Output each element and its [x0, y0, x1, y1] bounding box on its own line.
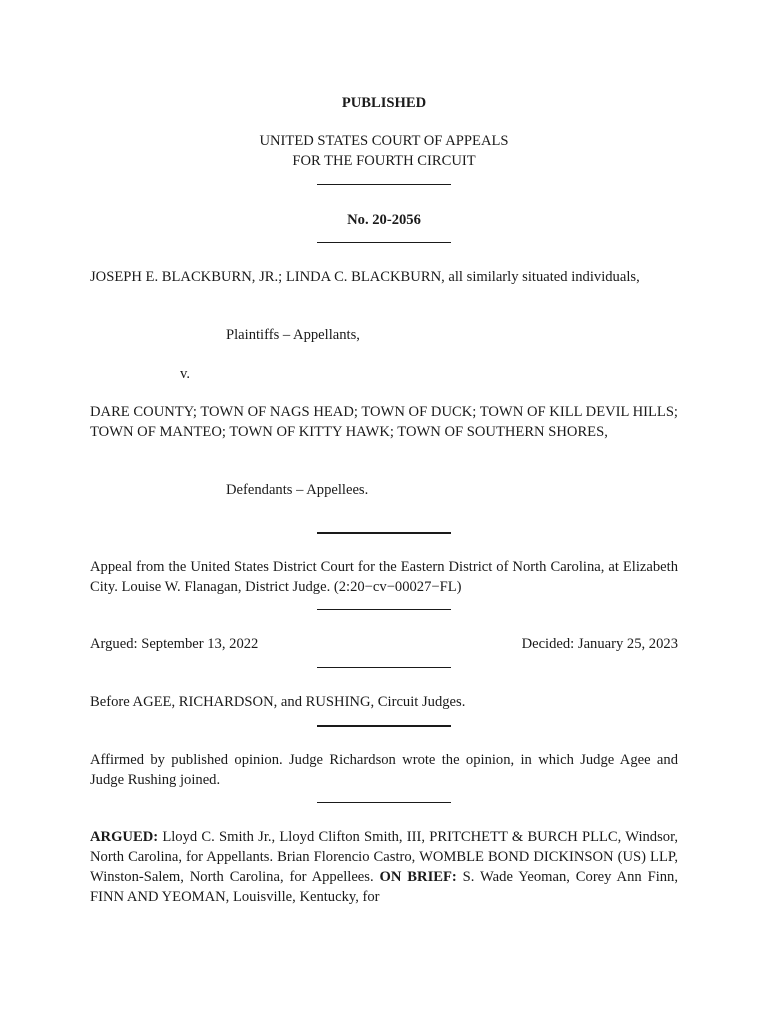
court-name-line1: UNITED STATES COURT OF APPEALS [259, 133, 509, 149]
defendants-role: Defendants – Appellees. [226, 482, 369, 498]
disposition: Affirmed by published opinion. Judge Richardson wrote the opinion, in which Judge Agee and Judge Rushing joined. [90, 752, 678, 788]
argued-counsel: Lloyd C. Smith Jr., Lloyd Clifton Smith, III, PRITCHETT & BURCH PLLC, Windsor, North Carolina, for Appellants. Brian Florencio Castro, WOMBLE BOND DICKINSON (US) LLP, Winston-Salem, North Carolina, for Appellees. [90, 829, 678, 885]
divider [317, 242, 451, 243]
publication-status: PUBLISHED [341, 95, 427, 111]
argued-date: Argued: September 13, 2022 [90, 636, 259, 652]
divider [317, 802, 451, 803]
case-number: No. 20-2056 [347, 212, 421, 228]
court-name-line2: FOR THE FOURTH CIRCUIT [292, 153, 476, 169]
decided-date: Decided: January 25, 2023 [521, 636, 678, 652]
panel-judges: Before AGEE, RICHARDSON, and RUSHING, Circuit Judges. [90, 694, 466, 710]
opinion-page [90, 0, 678, 1024]
defendants-names: DARE COUNTY; TOWN OF NAGS HEAD; TOWN OF DUCK; TOWN OF KILL DEVIL HILLS; TOWN OF MANTEO; TOWN OF KITTY HAWK; TOWN OF SOUTHERN SHORES, [90, 404, 678, 440]
argued-label: ARGUED: [90, 829, 159, 845]
plaintiffs-role: Plaintiffs – Appellants, [226, 327, 360, 343]
divider [317, 532, 451, 534]
brief-counsel: S. Wade Yeoman, Corey Ann Finn, FINN AND YEOMAN, Louisville, Kentucky, for [90, 869, 678, 905]
divider [317, 667, 451, 668]
versus: v. [180, 366, 190, 382]
plaintiffs-names: JOSEPH E. BLACKBURN, JR.; LINDA C. BLACKBURN, all similarly situated individuals, [90, 269, 640, 285]
appeal-statement: Appeal from the United States District Court for the Eastern District of North Carolina, at Elizabeth City. Louise W. Flanagan, District Judge. (2:20−cv−00027−FL) [90, 559, 678, 595]
divider [317, 725, 451, 727]
divider [317, 609, 451, 610]
on-brief-label: ON BRIEF: [379, 869, 457, 885]
dates-row [90, 634, 678, 654]
counsel-paragraph [90, 827, 678, 907]
divider [317, 184, 451, 185]
